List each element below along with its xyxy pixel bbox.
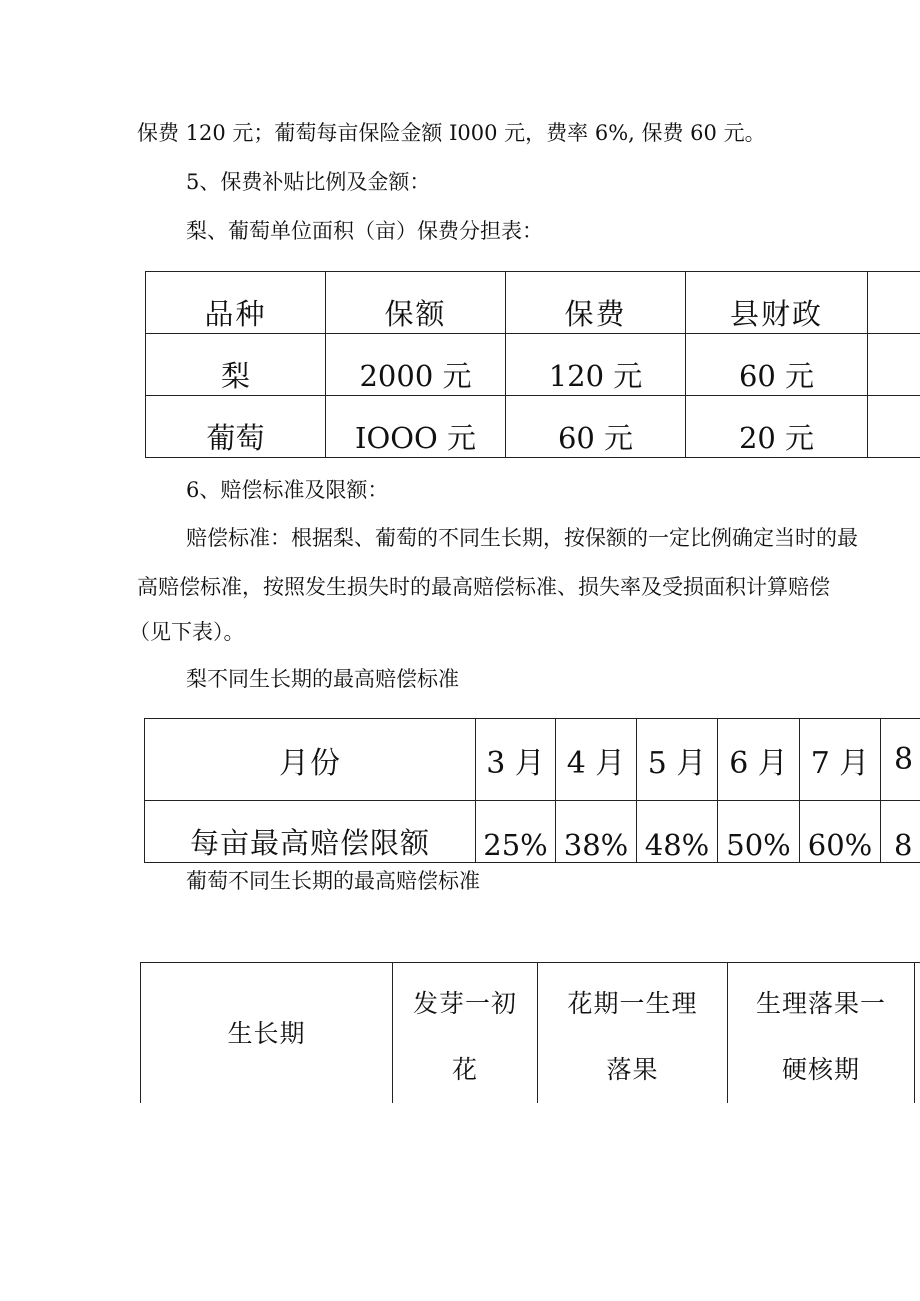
stage-line1: 生理落果一 — [755, 989, 886, 1018]
stage-line2: 花 — [451, 1055, 478, 1084]
table-row — [146, 334, 920, 396]
table-cell: 6 月 — [718, 719, 800, 801]
stage-line2: 硬核期 — [781, 1055, 860, 1084]
table-cell — [868, 396, 920, 458]
header-premium: 保费 — [506, 272, 686, 334]
table-cell: 50% — [718, 801, 800, 863]
header-county-finance: 县财政 — [686, 272, 868, 334]
table-row — [145, 719, 920, 801]
table-cell — [868, 334, 920, 396]
paragraph-compensation-line3: （见下表）。 — [129, 620, 245, 644]
row-label-max-compensation: 每亩最高赔偿限额 — [145, 801, 476, 863]
table-cell: 120 元 — [506, 334, 686, 396]
table-cell: 60% — [800, 801, 881, 863]
paragraph-compensation-line2: 高赔偿标准，按照发生损失时的最高赔偿标准、损失率及受损面积计算赔偿 — [137, 575, 830, 599]
table-cell: 25% — [476, 801, 556, 863]
table-row — [141, 963, 920, 1104]
table-cell: 38% — [556, 801, 637, 863]
table-cell: 2000 元 — [326, 334, 506, 396]
table-cell: 8 — [881, 801, 920, 863]
row-label-growth-stage: 生长期 — [141, 963, 393, 1104]
table-cell — [393, 963, 538, 1104]
stage-line1: 花期一生理 — [567, 989, 698, 1018]
table-cell: 葡萄 — [146, 396, 326, 458]
table-row — [146, 396, 920, 458]
stage-line2: 落果 — [606, 1055, 659, 1084]
stage-line1: 发芽一初 — [412, 989, 517, 1018]
heading-subsidy: 5、保费补贴比例及金额： — [186, 170, 431, 194]
table-cell: 60 元 — [686, 334, 868, 396]
table-cell — [915, 963, 920, 1104]
table-cell — [538, 963, 728, 1104]
table-cell: 20 元 — [686, 396, 868, 458]
table-cell: 7 月 — [800, 719, 881, 801]
header-insured-amount: 保额 — [326, 272, 506, 334]
table-cell: 48% — [637, 801, 718, 863]
table-cell — [728, 963, 915, 1104]
table-cell: 梨 — [146, 334, 326, 396]
paragraph-compensation-line1: 赔偿标准：根据梨、葡萄的不同生长期，按保额的一定比例确定当时的最 — [186, 526, 858, 550]
paragraph-premium-text: 保费 120 元；葡萄每亩保险金额 I000 元，费率 6%, 保费 60 元。 — [137, 121, 766, 145]
caption-pear-table: 梨不同生长期的最高赔偿标准 — [186, 667, 459, 691]
caption-premium-table: 梨、葡萄单位面积（亩）保费分担表： — [186, 219, 543, 243]
table-cell: 3 月 — [476, 719, 556, 801]
caption-grape-table: 葡萄不同生长期的最高赔偿标准 — [186, 869, 480, 893]
grape-compensation-table — [140, 962, 920, 1103]
table-cell: 60 元 — [506, 396, 686, 458]
pear-compensation-table — [144, 718, 920, 863]
table-cell: 8 — [881, 719, 920, 801]
table-cell: 4 月 — [556, 719, 637, 801]
table-cell: IOOO 元 — [326, 396, 506, 458]
heading-compensation: 6、赔偿标准及限额： — [186, 478, 389, 502]
header-variety: 品种 — [146, 272, 326, 334]
header-cut-off — [868, 272, 920, 334]
premium-share-table — [145, 271, 920, 458]
table-row — [145, 801, 920, 863]
table-header-row — [146, 272, 920, 334]
row-label-month: 月份 — [145, 719, 476, 801]
table-cell: 5 月 — [637, 719, 718, 801]
